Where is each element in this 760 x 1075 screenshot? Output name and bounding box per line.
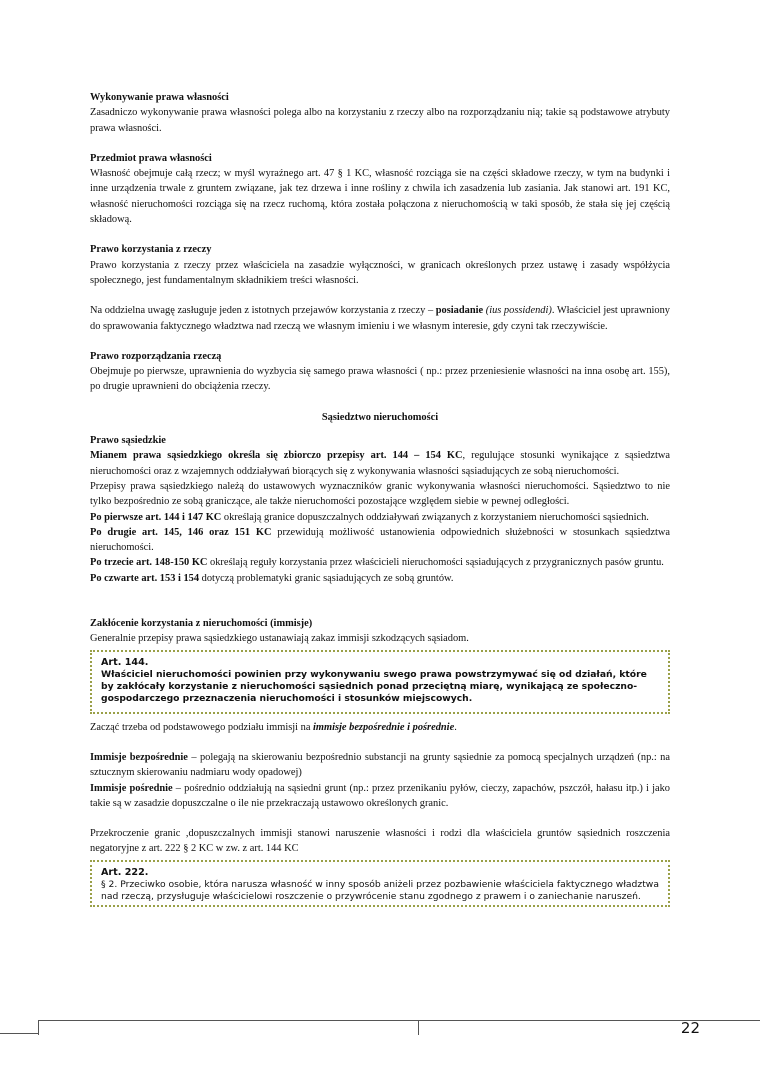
paragraph: Po trzecie art. 148-150 KC określają reguły korzystania przez właścicieli nieruchomości sąsiadujących z przygranicznych pasów gruntu. bbox=[90, 557, 664, 569]
paragraph: Zasadniczo wykonywanie prawa własności polega albo na korzystaniu z rzeczy albo na rozporządzaniu nią; takie są podstawowe atrybuty prawa własności. bbox=[90, 107, 670, 134]
paragraph: Po pierwsze art. 144 i 147 KC określają granice dopuszczalnych oddziaływań związanych z korzystaniem nieruchomości sąsiednich. bbox=[90, 511, 649, 523]
document-page bbox=[90, 90, 670, 913]
section-title: Sąsiedztwo nieruchomości bbox=[321, 411, 439, 423]
paragraph: Generalnie przepisy prawa sąsiedzkiego ustanawiają zakaz immisji szkodzących sąsiadom. bbox=[90, 633, 469, 645]
section-heading: Przedmiot prawa własności bbox=[90, 152, 212, 164]
paragraph: Na oddzielna uwagę zasługuje jeden z istotnych przejawów korzystania z rzeczy – posiadanie (ius possidendi). Właściciel jest uprawniony do sprawowania faktycznego władztwa nad rzeczą we własnym imieniu i we własnym interesie, gdy czyni tak rzeczywiście. bbox=[90, 305, 670, 332]
paragraph: Po drugie art. 145, 146 oraz 151 KC przewidują możliwość ustanowienia odpowiednich służebności w stosunkach sąsiedztwa nieruchomości. bbox=[90, 526, 670, 554]
paragraph: Immisje pośrednie – pośrednio oddziałują na sąsiedni grunt (np.: przez przenikaniu pyłów, cieczy, zapachów, pszczół, hałasu itp.) i jako takie są w zasadzie dopuszczalne o ile nie przekraczają ustawowo określonych granic. bbox=[90, 782, 670, 809]
article-number: Art. 144. bbox=[101, 656, 149, 668]
paragraph: Immisje bezpośrednie – polegają na skierowaniu bezpośrednio substancji na grunty sąsiednie za pomocą specjalnych urządzeń (np.: na sztucznym skierowaniu nadmiaru wody opadowej) bbox=[90, 751, 670, 779]
paragraph: Mianem prawa sąsiedzkiego określa się zbiorczo przepisy art. 144 – 154 KC, regulujące stosunki wynikające z sąsiedztwa nieruchomości oraz z wzajemnych oddziaływań biorących się z wykonywania własności sąsiadujących ze sobą nieruchomości. bbox=[90, 450, 670, 477]
section-heading: Zakłócenie korzystania z nieruchomości (immisje) bbox=[90, 618, 313, 630]
section-heading: Wykonywanie prawa własności bbox=[90, 92, 229, 103]
paragraph: Własność obejmuje całą rzecz; w myśl wyraźnego art. 47 § 1 KC, własność rozciąga sie na części składowe rzeczy, w tym na budynki i inne urządzenia trwale z gruntem związane, jak tez drzewa i inne rośliny z chwila ich zasadzenia lub zasiania. Jak stanowi art. 191 KC, własność nieruchomości rozciąga się na rzecz ruchomą, która została połączona z nieruchomością w taki sposób, że stała się jej częścią składową. bbox=[90, 168, 670, 226]
paragraph: Przepisy prawa sąsiedzkiego należą do ustawowych wyznaczników granic wykonywania własności nieruchomości. Sąsiedztwo to nie tylko bezpośrednio ze sobą graniczące, ale także nieruchomości pozostające względem siebie w pewnej odległości. bbox=[90, 480, 670, 508]
footer-tab-right bbox=[418, 1020, 760, 1035]
section-heading: Prawo rozporządzania rzeczą bbox=[90, 350, 222, 362]
section-heading: Prawo korzystania z rzeczy bbox=[90, 244, 212, 256]
paragraph: Po czwarte art. 153 i 154 dotyczą problematyki granic sąsiadujących ze sobą gruntów. bbox=[90, 572, 454, 584]
article-144-box bbox=[90, 650, 670, 714]
article-number: Art. 222. bbox=[101, 866, 149, 878]
section-heading: Prawo sąsiedzkie bbox=[90, 435, 166, 447]
paragraph: Przekroczenie granic ,dopuszczalnych immisji stanowi naruszenie własności i rodzi dla właściciela gruntów sąsiednich roszczenia negatoryjne z art. 222 § 2 KC w zw. z art. 144 KC bbox=[90, 828, 670, 855]
article-text: Właściciel nieruchomości powinien przy wykonywaniu swego prawa powstrzymywać się od działań, które by zakłócały korzystanie z nieruchomości sąsiednich ponad przeciętną miarę, wynikającą ze społeczno-gospodarczego przeznaczenia nieruchomości i stosunków miejscowych. bbox=[101, 668, 647, 704]
paragraph: Obejmuje po pierwsze, uprawnienia do wyzbycia się samego prawa własności ( np.: przez przeniesienie własności na inna osobę art. 155), po drugie uprawnieni do obciążenia rzeczy. bbox=[90, 366, 670, 393]
page-number: 22 bbox=[680, 1019, 700, 1037]
article-text: § 2. Przeciwko osobie, która narusza własność w inny sposób aniżeli przez pozbawienie właściciela faktycznego władztwa nad rzeczą, przysługuje właścicielowi roszczenie o przywrócenie stanu zgodnego z prawem i o zaniechanie naruszeń. bbox=[101, 878, 659, 902]
paragraph: Prawo korzystania z rzeczy przez właściciela na zasadzie wyłączności, w granicach określonych przez ustawę i zasady współżycia społecznego, jest fundamentalnym składnikiem treści własności. bbox=[90, 259, 670, 286]
article-222-box bbox=[90, 860, 670, 907]
footer-tab-left bbox=[38, 1020, 420, 1035]
paragraph: Zacząć trzeba od podstawowego podziału immisji na immisje bezpośrednie i pośrednie. bbox=[90, 721, 457, 733]
